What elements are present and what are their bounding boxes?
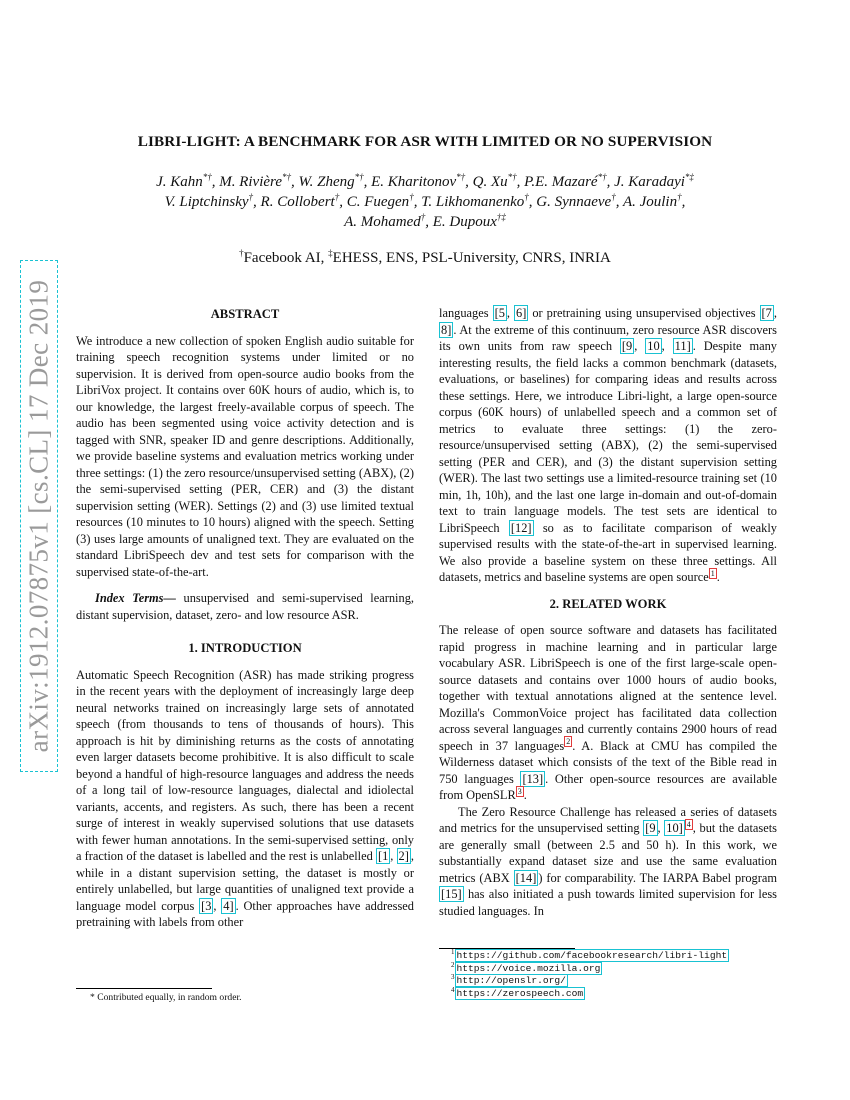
citation-link[interactable]: [13] (522, 771, 544, 786)
footnote-rule (76, 988, 212, 989)
citation-link[interactable]: 6] (516, 306, 527, 320)
footnote-url-link[interactable]: https://voice.mozilla.org (456, 962, 601, 974)
right-column (439, 305, 777, 919)
related-work-paragraph: The Zero Resource Challenge has released a series of datasets and metrics for the unsupervised setting [9 , 10] $^4$ , but the datasets are generally small (between 2.5 and 50 h). In this work, we substantially expand dataset size and use the same evaluation metrics (ABX [14] ) for comparability. The IARPA Babel program [15] has also initiated a push towards limited supervision for less studied languages. In (439, 804, 777, 918)
author: G. Synnaeve†, (536, 192, 623, 210)
abstract-text: We introduce a new collection of spoken English audio suitable for training speech recognition systems under limited or no supervision. It is derived from open-source audio books from the LibriVox project. It contains over 60K hours of audio, which is, to our knowledge, the largest freely-available corpus of speech. The audio has been segmented using voice activity detection and is tagged with SNR, speaker ID and genre descriptions. Additionally, we provide baseline systems and evaluation metrics working under three settings: (1) the zero resource/unsupervised setting (ABX), (2) the semi-supervised setting (PER, CER) and (3) the distant supervision setting (WER). Settings (2) and (3) use limited textual resources (10 minutes to 10 hours) aligned with the speech. Setting (3) uses large amounts of unaligned text. They are evaluated on the standard LibriSpeech dev and test sets for comparison with the supervised state-of-the-art. (76, 333, 414, 579)
related-work-paragraph: The release of open source software and datasets has facilitated rapid progress in machine learning and in particular large vocabulary ASR. LibriSpeech is one of the first large-scale open-source datasets and contains over 1000 hours of audio books, together with textual annotations aligned at the sentence level. Mozilla's CommonVoice project has facilitated data collection across several languages and currently contains 2900 hours of read speech in 37 languages $^2$ . A. Black at CMU has compiled the Wilderness dataset which consists of the text of the Bible read in 750 languages [13] . Other open-source resources are available from OpenSLR $^3$ . (439, 623, 778, 802)
citation-link[interactable]: [1 (377, 849, 389, 863)
footnote-marker[interactable]: 1 (710, 568, 715, 578)
footnote-marker[interactable]: 4 (686, 819, 691, 829)
introduction-heading: 1. INTRODUCTION (188, 641, 302, 655)
author: C. Fuegen†, (346, 192, 422, 210)
citation-link[interactable]: [5 (494, 306, 505, 320)
author: R. Collobert†, (260, 192, 347, 210)
author: A. Mohamed†, (344, 212, 433, 230)
affiliations: †Facebook AI, ‡EHESS, ENS, PSL-University, CNRS, INRIA (239, 248, 611, 266)
introduction-paragraph: Automatic Speech Recognition (ASR) has made striking progress in the recent years with the deployment of increasingly large deep neural networks trained on increasingly large sets of annotated speech (from thousands to tens of thousands of hours). This approach is hit by diminishing returns as the costs of annotating even larger datasets become prohibitive. It is also difficult to scale beyond a handful of high-resource languages and address the needs of a long tail of low-resource languages, dialectal and idiolectal variants, accents, and registers. As such, there has been a recent surge of interest in weakly supervised solutions that use datasets with fewer human annotations. In the semi-supervised setting, only a fraction of the dataset is labelled and the rest is unlabelled [1 , 2] , while in a distant supervision setting, the dataset is mostly or entirely unlabelled, but large quantities of unaligned text provide a language model corpus [3 , 4] . Other approaches have addressed pretraining with labels from other (76, 667, 414, 929)
introduction-paragraph-continued: languages [5 , 6] or pretraining using unsupervised objectives [7 , 8] . At the extreme of this continuum, zero resource ASR discovers its own units from raw speech [9 , 10 , 11] . Despite many interesting results, the field lacks a common benchmark (datasets, evaluations, or baselines) for comparing ideas and results across these settings. Here, we introduce Libri-light, a large open-source corpus (60K hours) of unlabelled speech and a common set of metrics to evaluate three settings: (1) the zero-resource/unsupervised setting (ABX), (2) the semi-supervised setting (PER and CER), and (3) the distant supervision setting (WER). The last two settings use a limited-resource training set (10 min, 1h, 10h), and the last one large in-domain and out-of-domain text to train language models. The test sets are identical to LibriSpeech [12] so as to facilitate comparison of weakly supervised results with the state-of-the-art in supervised learning. We also provide a baseline system on these three settings. All datasets, metrics and baseline systems are open source $^1$ . (439, 306, 777, 584)
author: P.E. Mazaré*†, (524, 172, 615, 190)
footnote-marker[interactable]: 2 (566, 737, 571, 747)
footnote-url-link[interactable]: http://openslr.org/ (456, 975, 566, 986)
citation-link[interactable]: 11] (674, 339, 691, 353)
citation-link[interactable]: [7 (761, 306, 772, 320)
citation-link[interactable]: [3 (201, 898, 212, 913)
citation-link[interactable]: [12] (510, 520, 532, 535)
author: T. Likhomanenko†, (421, 192, 537, 210)
left-column (76, 306, 414, 931)
citation-link[interactable]: [9 (645, 821, 656, 835)
related-work-heading: 2. RELATED WORK (549, 596, 667, 611)
citation-link[interactable]: [9 (621, 339, 633, 353)
author: Q. Xu*†, (472, 172, 525, 190)
citation-link[interactable]: 10] (666, 821, 683, 835)
footnote-item: $^2$ https://voice.mozilla.org (451, 960, 601, 974)
citation-link[interactable]: 2] (398, 849, 409, 863)
author: J. Kahn*†, (156, 172, 220, 190)
author: E. Kharitonov*†, (371, 172, 473, 190)
author: W. Zheng*†, (298, 172, 372, 190)
arxiv-identifier[interactable]: arXiv:1912.07875v1 [cs.CL] 17 Dec 2019 (23, 279, 54, 753)
author-list (60, 172, 790, 232)
author: V. Liptchinsky†, (164, 192, 261, 210)
citation-link[interactable]: [14] (515, 870, 537, 885)
footnote-url-link[interactable]: https://github.com/facebookresearch/libri-light (456, 950, 728, 961)
footnote-item: $^4$ https://zerospeech.com (451, 985, 584, 999)
footnotes (451, 947, 729, 1000)
citation-link[interactable]: [15] (441, 887, 462, 901)
arxiv-stamp[interactable] (20, 260, 58, 772)
abstract-heading: ABSTRACT (210, 307, 280, 321)
footnote-item: $^3$ http://openslr.org/ (451, 972, 566, 986)
index-terms: Index Terms— unsupervised and semi-supervised learning, distant supervision, dataset, zero- and low resource ASR. (76, 591, 414, 622)
footnote-item: $^1$ https://github.com/facebookresearch/libri-light (451, 947, 728, 961)
author: A. Joulin†, (622, 192, 686, 210)
citation-link[interactable]: 10 (647, 339, 660, 353)
author: J. Karadayi*‡ (614, 172, 694, 190)
footnote-contribution: * Contributed equally, in random order. (90, 992, 242, 1003)
citation-link[interactable]: 4] (223, 898, 234, 913)
citation-link[interactable]: 8] (441, 322, 452, 337)
paper-title: LIBRI-LIGHT: A BENCHMARK FOR ASR WITH LIMITED OR NO SUPERVISION (137, 133, 713, 150)
footnote-marker[interactable]: 3 (517, 786, 522, 796)
author: E. Dupoux†‡ (432, 212, 506, 230)
author: M. Rivière*†, (219, 172, 299, 190)
footnote-url-link[interactable]: https://zerospeech.com (456, 987, 584, 999)
